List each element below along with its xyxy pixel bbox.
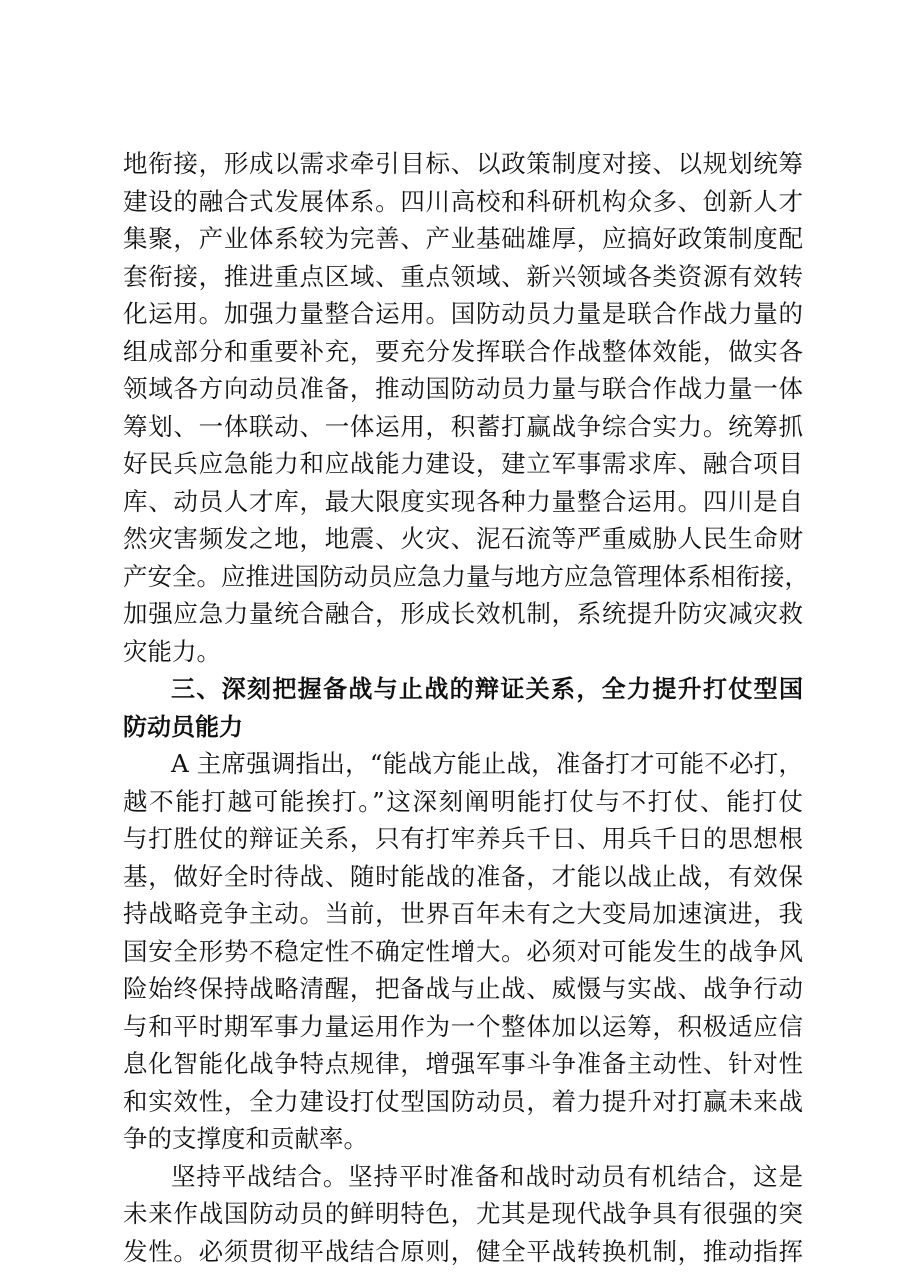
text-line: 发性。必须贯彻平战结合原则，健全平战转换机制，推动指挥 [123,1237,803,1266]
text-line: 争的支撑度和贡献率。 [123,1124,368,1153]
text-line: 集聚，产业体系较为完善、产业基础雄厚，应搞好政策制度配 [123,224,803,253]
text-line: 建设的融合式发展体系。四川高校和科研机构众多、创新人才 [123,187,803,216]
text-line: 好民兵应急能力和应战能力建设，建立军事需求库、融合项目 [123,449,803,478]
text-line: 险始终保持战略清醒，把备战与止战、威慑与实战、战争行动 [123,974,803,1003]
text-line: 领域各方向动员准备，推动国防动员力量与联合作战力量一体 [123,374,803,403]
text-line: 基，做好全时待战、随时能战的准备，才能以战止战，有效保 [123,862,803,891]
text-line: 国安全形势不稳定性不确定性增大。必须对可能发生的战争风 [123,937,803,966]
text-line: 然灾害频发之地，地震、火灾、泥石流等严重威胁人民生命财 [123,524,803,553]
text-line: 未来作战国防动员的鲜明特色，尤其是现代战争具有很强的突 [123,1199,803,1228]
text-line: 灾能力。 [123,637,221,666]
text-line: 地衔接，形成以需求牵引目标、以政策制度对接、以规划统筹 [123,149,803,178]
text-line: 越不能打越可能挨打。”这深刻阐明能打仗与不打仗、能打仗 [123,787,803,816]
text-line: 化运用。加强力量整合运用。国防动员力量是联合作战力量的 [123,299,803,328]
text-line: 和实效性，全力建设打仗型国防动员，着力提升对打赢未来战 [123,1087,803,1116]
text-line: A 主席强调指出，“能战方能止战，准备打才可能不必打， [171,749,803,778]
text-line: 产安全。应推进国防动员应急力量与地方应急管理体系相衔接， [123,562,809,591]
text-line: 持战略竞争主动。当前，世界百年未有之大变局加速演进，我 [123,899,803,928]
text-line: 筹划、一体联动、一体运用，积蓄打赢战争综合实力。统筹抓 [123,412,803,441]
heading-line: 防动员能力 [123,713,243,741]
text-line: 组成部分和重要补充，要充分发挥联合作战整体效能，做实各 [123,337,803,366]
text-line: 套衔接，推进重点区域、重点领域、新兴领域各类资源有效转 [123,262,803,291]
text-line: 加强应急力量统合融合，形成长效机制，系统提升防灾减灾救 [123,599,803,628]
text-line: 与打胜仗的辩证关系，只有打牢养兵千日、用兵千日的思想根 [123,824,803,853]
text-line: 与和平时期军事力量运用作为一个整体加以运筹，积极适应信 [123,1012,803,1041]
text-line: 坚持平战结合。坚持平时准备和战时动员有机结合，这是 [171,1162,803,1191]
heading-line: 三、深刻把握备战与止战的辩证关系，全力提升打仗型国 [171,675,803,703]
text-line: 息化智能化战争特点规律，增强军事斗争准备主动性、针对性 [123,1049,803,1078]
text-line: 库、动员人才库，最大限度实现各种力量整合运用。四川是自 [123,487,803,516]
